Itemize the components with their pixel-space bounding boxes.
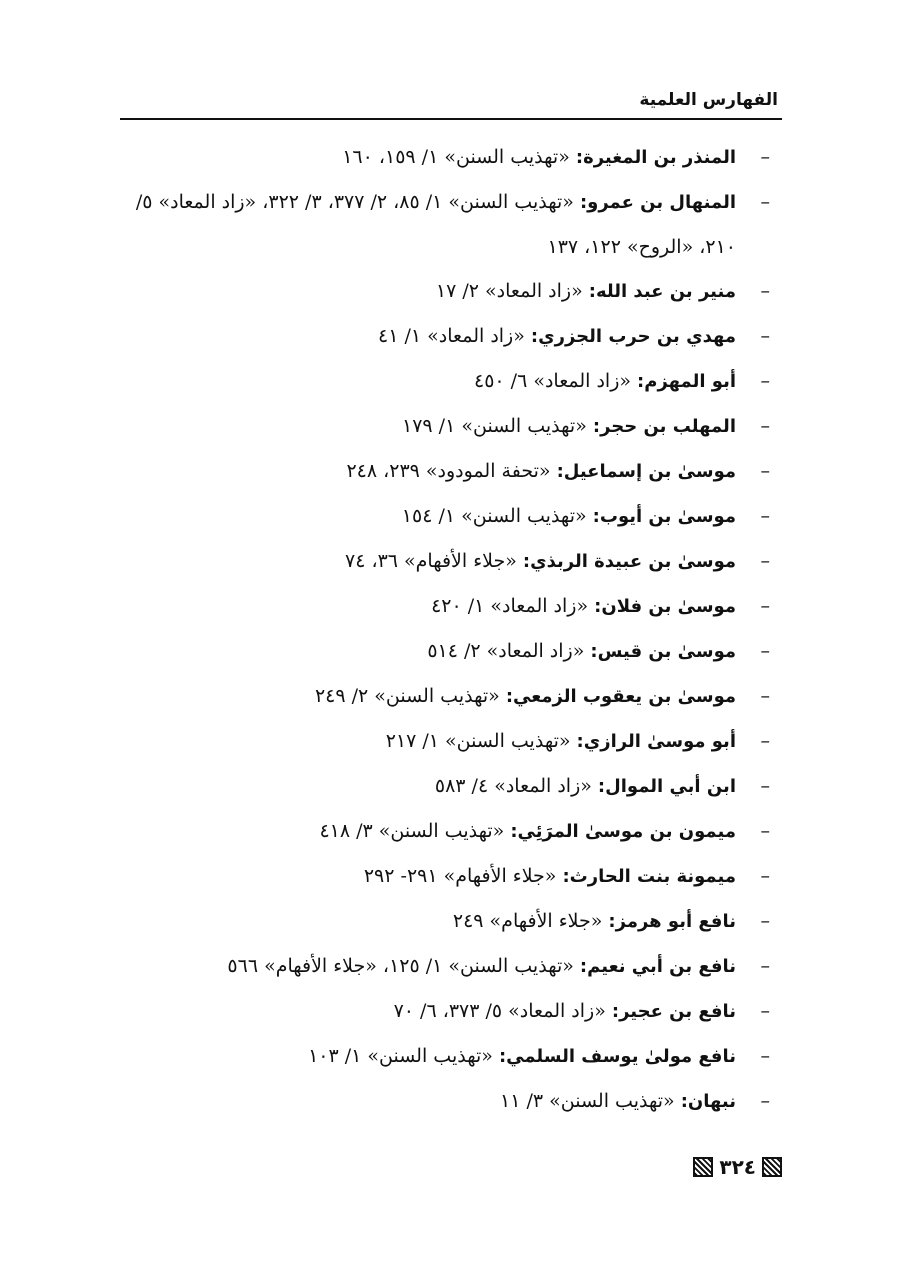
entry-name: أبو المهزم: <box>637 371 736 392</box>
entry-name: منير بن عبد الله: <box>588 281 736 302</box>
entry-references: «جلاء الأفهام» ٢٩١- ٢٩٢ <box>363 865 557 887</box>
entry-name: أبو موسىٰ الرازي: <box>576 731 736 752</box>
dash-bullet: – <box>760 640 770 662</box>
dash-bullet: – <box>760 910 770 932</box>
square-ornament-icon <box>693 1157 713 1177</box>
index-entry <box>110 359 782 404</box>
entry-name: موسىٰ بن إسماعيل: <box>556 461 736 482</box>
index-entry <box>110 584 782 629</box>
dash-bullet: – <box>760 595 770 617</box>
entry-name: ميمون بن موسىٰ المرَئِي: <box>510 821 736 842</box>
dash-bullet: – <box>760 1045 770 1067</box>
entry-name: نبهان: <box>680 1091 736 1112</box>
entry-name: المنهال بن عمرو: <box>579 192 736 213</box>
index-entry <box>110 539 782 584</box>
index-entry <box>110 719 782 764</box>
entry-references: «جلاء الأفهام» ٢٤٩ <box>452 910 603 932</box>
entry-references: «زاد المعاد» ٢/ ٥١٤ <box>427 640 585 662</box>
dash-bullet: – <box>760 370 770 392</box>
index-entry <box>110 135 782 180</box>
running-title: الفهارس العلمية <box>639 90 778 110</box>
entry-references: «جلاء الأفهام» ٣٦، ٧٤ <box>344 550 517 572</box>
entry-name: ميمونة بنت الحارث: <box>562 866 736 887</box>
entry-references: «زاد المعاد» ١/ ٤١ <box>378 325 525 347</box>
entry-name: موسىٰ بن أيوب: <box>592 506 736 527</box>
index-entry <box>110 989 782 1034</box>
dash-bullet: – <box>760 280 770 302</box>
dash-bullet: – <box>760 325 770 347</box>
index-entry <box>110 314 782 359</box>
entry-references: «تحفة المودود» ٢٣٩، ٢٤٨ <box>346 460 551 482</box>
entry-name: نافع بن عجير: <box>611 1001 736 1022</box>
header-rule <box>120 118 782 120</box>
entry-references: «تهذيب السنن» ٣/ ٤١٨ <box>319 820 505 842</box>
dash-bullet: – <box>760 865 770 887</box>
dash-bullet: – <box>760 191 770 213</box>
entry-references: «تهذيب السنن» ١/ ١٢٥، «جلاء الأفهام» ٥٦٦ <box>227 955 574 977</box>
entry-references: «زاد المعاد» ٦/ ٤٥٠ <box>473 370 631 392</box>
index-entry <box>110 180 782 269</box>
index-entry <box>110 494 782 539</box>
entry-references: «زاد المعاد» ٤/ ٥٨٣ <box>434 775 592 797</box>
index-entry <box>110 1079 782 1124</box>
index-entry <box>110 1034 782 1079</box>
entry-references: «تهذيب السنن» ١/ ١٧٩ <box>402 415 587 437</box>
index-entry <box>110 629 782 674</box>
index-entry <box>110 269 782 314</box>
entry-name: نافع مولىٰ يوسف السلمي: <box>498 1046 736 1067</box>
index-entry <box>110 674 782 719</box>
entry-name: المنذر بن المغيرة: <box>575 147 736 168</box>
dash-bullet: – <box>760 550 770 572</box>
dash-bullet: – <box>760 775 770 797</box>
entry-references: «تهذيب السنن» ١/ ١٥٤ <box>401 505 587 527</box>
page-number: ٣٢٤ <box>719 1155 756 1179</box>
entry-references: «تهذيب السنن» ١/ ٢١٧ <box>385 730 571 752</box>
entry-references: «تهذيب السنن» ١/ ١٥٩، ١٦٠ <box>342 146 570 168</box>
index-entries-list <box>110 135 782 1124</box>
square-ornament-icon <box>762 1157 782 1177</box>
index-entry <box>110 764 782 809</box>
dash-bullet: – <box>760 460 770 482</box>
dash-bullet: – <box>760 1000 770 1022</box>
entry-name: موسىٰ بن فلان: <box>594 596 736 617</box>
dash-bullet: – <box>760 1090 770 1112</box>
entry-name: نافع أبو هرمز: <box>608 911 736 932</box>
entry-name: مهدي بن حرب الجزري: <box>530 326 736 347</box>
index-entry <box>110 449 782 494</box>
dash-bullet: – <box>760 415 770 437</box>
dash-bullet: – <box>760 146 770 168</box>
entry-references: «تهذيب السنن» ٣/ ١١ <box>500 1090 675 1112</box>
entry-name: موسىٰ بن قيس: <box>590 641 736 662</box>
index-entry <box>110 809 782 854</box>
dash-bullet: – <box>760 685 770 707</box>
dash-bullet: – <box>760 820 770 842</box>
entry-name: موسىٰ بن يعقوب الزمعي: <box>505 686 736 707</box>
dash-bullet: – <box>760 505 770 527</box>
page-footer <box>693 1152 782 1182</box>
index-entry <box>110 854 782 899</box>
dash-bullet: – <box>760 730 770 752</box>
dash-bullet: – <box>760 955 770 977</box>
index-entry <box>110 404 782 449</box>
entry-name: موسىٰ بن عبيدة الربذي: <box>522 551 736 572</box>
index-entry <box>110 944 782 989</box>
entry-references: «تهذيب السنن» ٢/ ٢٤٩ <box>314 685 500 707</box>
entry-references: «زاد المعاد» ٥/ ٣٧٣، ٦/ ٧٠ <box>393 1000 606 1022</box>
entry-references: «زاد المعاد» ٢/ ١٧ <box>435 280 583 302</box>
entry-references: «زاد المعاد» ١/ ٤٢٠ <box>431 595 589 617</box>
index-entry <box>110 899 782 944</box>
entry-name: المهلب بن حجر: <box>592 416 736 437</box>
entry-references: «تهذيب السنن» ١/ ٨٥، ٢/ ٣٧٧، ٣/ ٣٢٢، «زاد المعاد» ٥/ ٢١٠، «الروح» ١٢٢، ١٣٧ <box>135 191 736 258</box>
entry-references: «تهذيب السنن» ١/ ١٠٣ <box>308 1045 493 1067</box>
entry-name: ابن أبي الموال: <box>597 776 736 797</box>
entry-name: نافع بن أبي نعيم: <box>579 956 736 977</box>
